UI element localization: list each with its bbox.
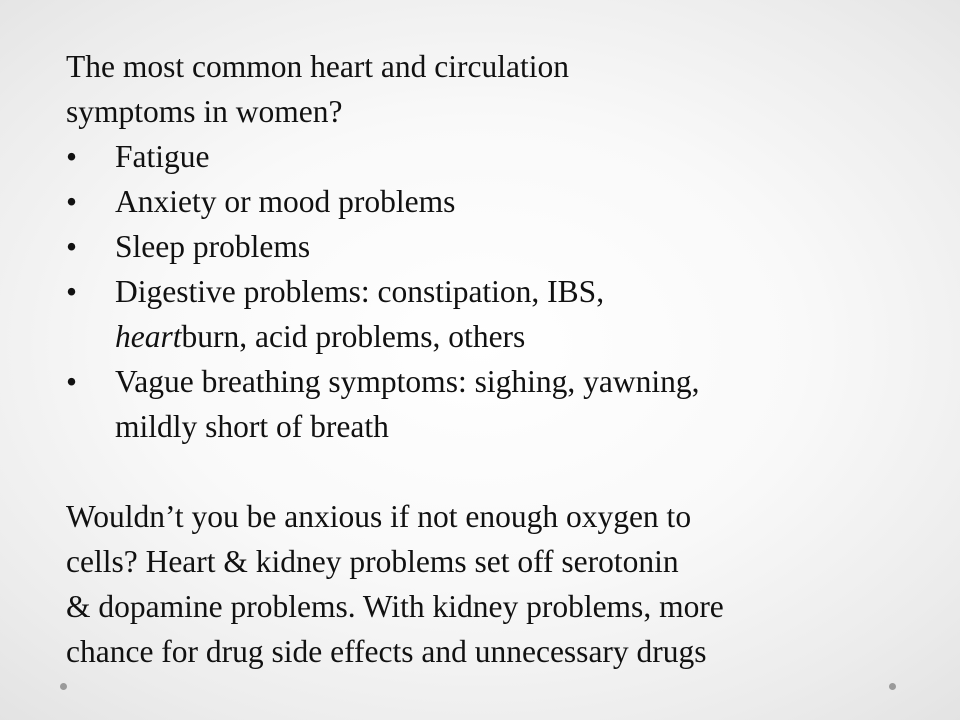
symptom-item-digestive bbox=[66, 269, 946, 359]
paragraph-line-3: & dopamine problems. With kidney problems, more bbox=[66, 589, 724, 624]
corner-dot-left-icon bbox=[60, 683, 67, 690]
symptom-item-sleep bbox=[66, 224, 946, 269]
symptom-text: Digestive problems: constipation, IBS, bbox=[115, 274, 605, 309]
paragraph-line-4: chance for drug side effects and unnecessary drugs bbox=[66, 634, 707, 669]
bullet-icon: • bbox=[66, 274, 78, 309]
heading-line-1: The most common heart and circulation bbox=[66, 49, 569, 84]
symptom-text: Fatigue bbox=[115, 139, 210, 174]
symptom-item-fatigue bbox=[66, 134, 946, 179]
symptom-text-continued: mildly short of breath bbox=[115, 409, 389, 444]
bullet-icon: • bbox=[66, 184, 78, 219]
symptom-text: Anxiety or mood problems bbox=[115, 184, 456, 219]
slide-content bbox=[66, 44, 946, 674]
symptom-text: Vague breathing symptoms: sighing, yawning, bbox=[115, 364, 700, 399]
bullet-icon: • bbox=[66, 139, 78, 174]
paragraph-spacer bbox=[66, 449, 946, 494]
bullet-icon: • bbox=[66, 229, 78, 264]
symptom-text-rest: burn, acid problems, others bbox=[181, 319, 526, 354]
symptom-list bbox=[66, 134, 946, 449]
emphasis-heart: heart bbox=[115, 319, 182, 354]
symptom-item-breathing bbox=[66, 359, 946, 449]
bullet-icon: • bbox=[66, 364, 78, 399]
symptom-item-anxiety bbox=[66, 179, 946, 224]
paragraph-line-1: Wouldn’t you be anxious if not enough oxygen to bbox=[66, 499, 692, 534]
heading-line-2: symptoms in women? bbox=[66, 94, 343, 129]
paragraph-line-2: cells? Heart & kidney problems set off serotonin bbox=[66, 544, 679, 579]
corner-dot-right-icon bbox=[889, 683, 896, 690]
symptom-text-continued bbox=[115, 314, 946, 359]
symptom-text: Sleep problems bbox=[115, 229, 311, 264]
